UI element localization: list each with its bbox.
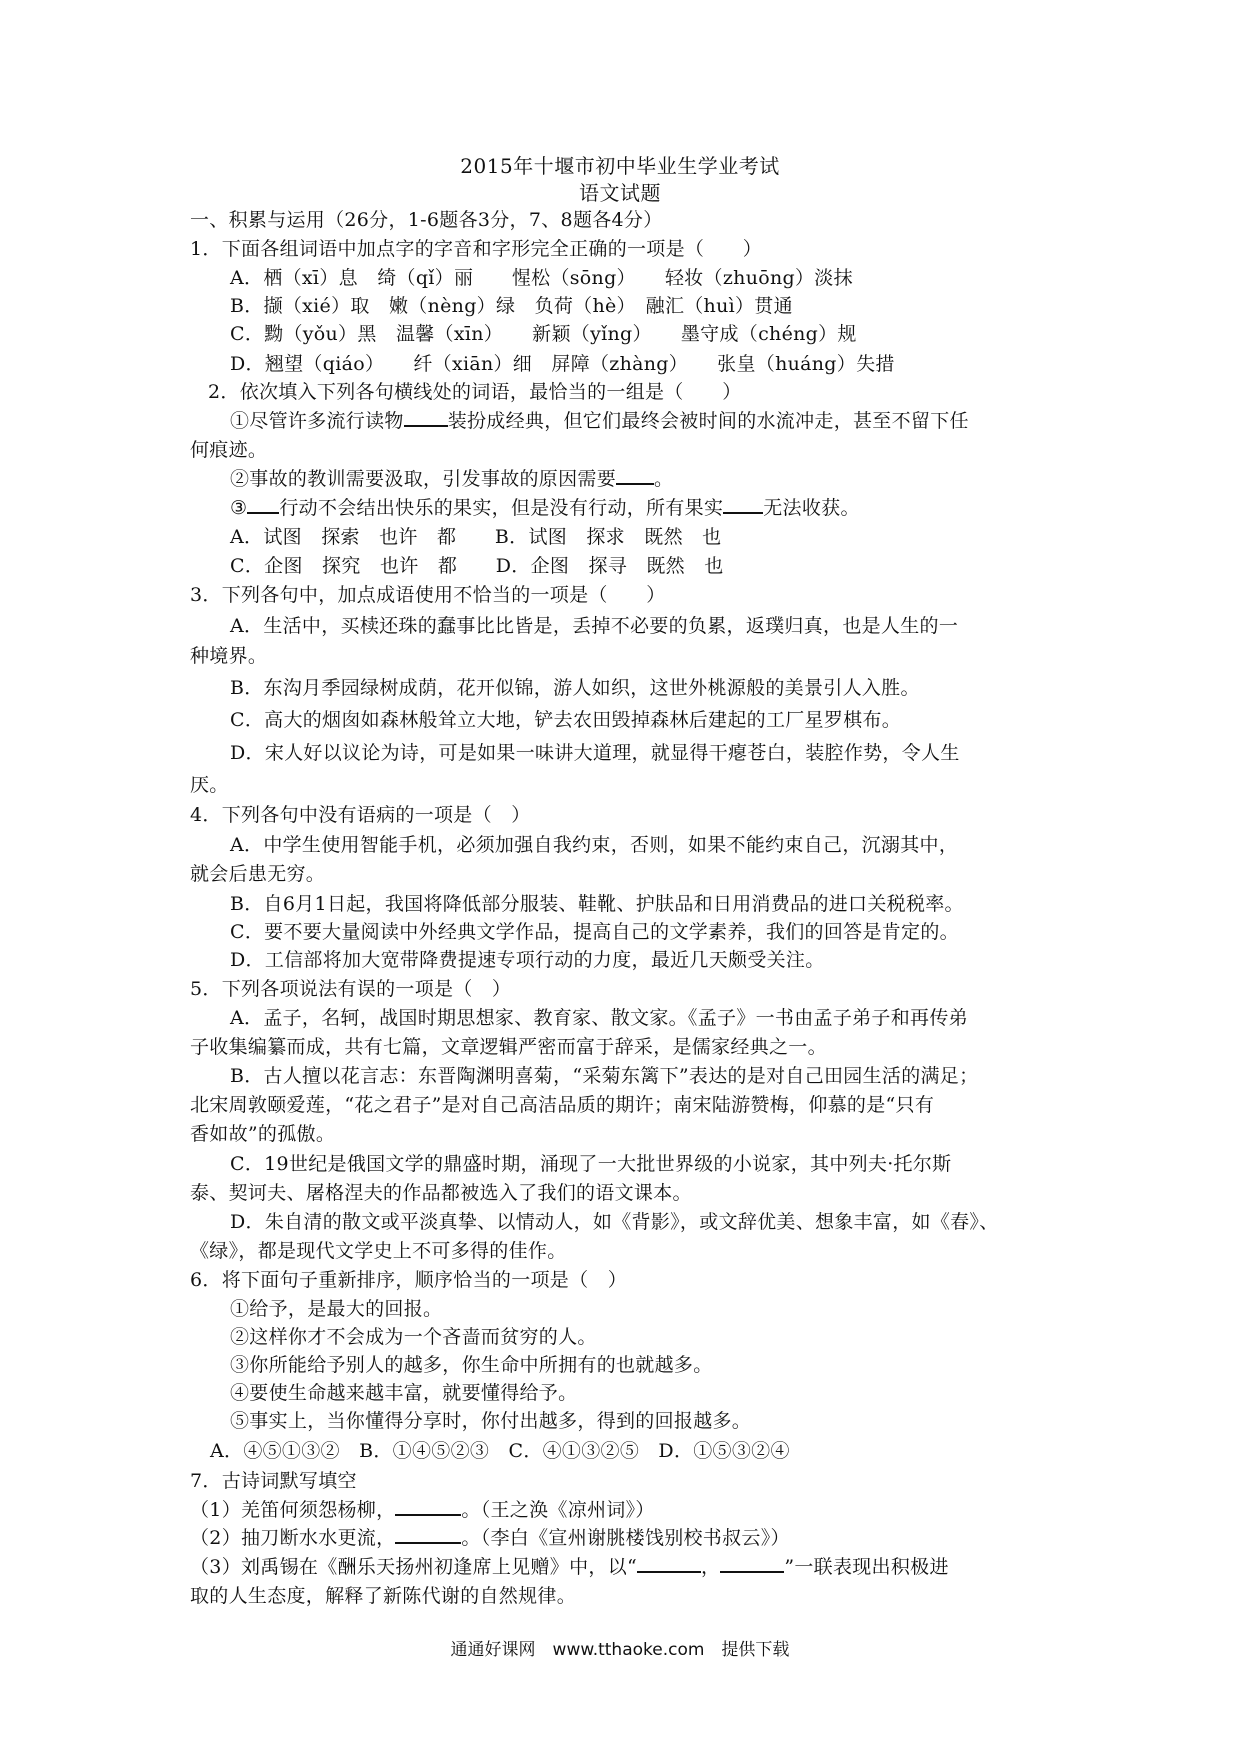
- q4-option-a-cont: 就会后患无穷。: [190, 863, 326, 885]
- q7-l2-text-a: （2）抽刀断水水更流，: [190, 1527, 396, 1549]
- fill-blank: [247, 494, 279, 514]
- page-footer: 通通好课网 www.tthaoke.com 提供下载: [450, 1640, 790, 1660]
- q6-sentence-4: ④要使生命越来越丰富，就要懂得给予。: [230, 1382, 578, 1404]
- q3-stem: 3．下列各句中，加点成语使用不恰当的一项是（ ）: [190, 584, 666, 606]
- q2-s3-text-a: ③: [230, 497, 248, 519]
- q6-sentence-5: ⑤事实上，当你懂得分享时，你付出越多，得到的回报越多。: [230, 1410, 752, 1432]
- q1-option-c: C．黝（yǒu）黑 温馨（xīn） 新颖（yǐng） 墨守成（chéng）规: [230, 323, 857, 345]
- q1-stem: 1．下面各组词语中加点字的字音和字形完全正确的一项是（ ）: [190, 238, 763, 260]
- q5-stem: 5．下列各项说法有误的一项是（ ）: [190, 978, 512, 1000]
- q2-options-cd: C．企图 探究 也许 都 D．企图 探寻 既然 也: [230, 555, 724, 577]
- fill-blank: [616, 465, 654, 485]
- q2-s1-text-b: 装扮成经典，但它们最终会被时间的水流冲走，甚至不留下任: [447, 410, 969, 432]
- q3-option-c: C．高大的烟囱如森林般耸立大地，铲去农田毁掉森林后建起的工厂星罗棋布。: [230, 709, 902, 731]
- q7-l3-text-b: ，: [701, 1556, 721, 1578]
- q2-s1-text-a: ①尽管许多流行读物: [230, 410, 404, 432]
- q2-stem: 2．依次填入下列各句横线处的词语，最恰当的一组是（ ）: [208, 381, 742, 403]
- q6-sentence-1: ①给予，是最大的回报。: [230, 1298, 443, 1320]
- q3-option-d-cont: 厌。: [190, 774, 229, 796]
- fill-blank: [637, 1553, 701, 1573]
- q5-option-d-cont: 《绿》，都是现代文学史上不可多得的佳作。: [190, 1240, 567, 1262]
- q1-option-d: D．翘望（qiáo） 纤（xiān）细 屏障（zhàng） 张皇（huáng）失措: [230, 353, 895, 375]
- q2-s3-text-c: 无法收获。: [763, 497, 860, 519]
- fill-blank: [395, 1496, 461, 1516]
- q2-s3-text-b: 行动不会结出快乐的果实，但是没有行动，所有果实: [279, 497, 724, 519]
- q1-option-a: A．栖（xī）息 绮（qǐ）丽 惺松（sōng） 轻妆（zhuōng）淡抹: [230, 267, 853, 289]
- q3-option-a-cont: 种境界。: [190, 645, 268, 667]
- q6-sentence-2: ②这样你才不会成为一个吝啬而贫穷的人。: [230, 1326, 597, 1348]
- fill-blank: [404, 407, 448, 427]
- q2-sentence-3: [230, 494, 860, 522]
- q1-option-b: B．撷（xié）取 嫩（nèng）绿 负荷（hè） 融汇（huì）贯通: [230, 295, 793, 317]
- q2-options-ab: A．试图 探索 也许 都 B．试图 探求 既然 也: [230, 526, 722, 548]
- q5-option-a-cont: 子收集编纂而成，共有七篇，文章逻辑严密而富于辞采，是儒家经典之一。: [190, 1036, 827, 1058]
- q5-option-c: C．19世纪是俄国文学的鼎盛时期，涌现了一大批世界级的小说家，其中列夫·托尔斯: [230, 1153, 952, 1175]
- q7-l3-text-c: ”一联表现出积极进: [784, 1556, 949, 1578]
- q4-stem: 4．下列各句中没有语病的一项是（ ）: [190, 804, 531, 826]
- q7-line-3: [190, 1553, 949, 1581]
- q2-s2-text-a: ②事故的教训需要汲取，引发事故的原因需要: [230, 468, 617, 490]
- q5-option-a: A．孟子，名轲，战国时期思想家、教育家、散文家。《孟子》一书由孟子弟子和再传弟: [230, 1007, 968, 1029]
- q7-line-1: [190, 1496, 655, 1524]
- q2-sentence-1: [230, 407, 969, 435]
- section-heading: 一、积累与运用（26分，1-6题各3分，7、8题各4分）: [190, 209, 663, 231]
- q5-option-b-cont-1: 北宋周敦颐爱莲，“花之君子”是对自己高洁品质的期许；南宋陆游赞梅，仰慕的是“只有: [190, 1094, 935, 1116]
- exam-title: 2015年十堰市初中毕业生学业考试: [460, 154, 780, 178]
- q6-options: A．④⑤①③② B．①④⑤②③ C．④①③②⑤ D．①⑤③②④: [210, 1440, 790, 1462]
- q7-l1-text-a: （1）羌笛何须怨杨柳，: [190, 1499, 396, 1521]
- q4-option-c: C．要不要大量阅读中外经典文学作品，提高自己的文学素养，我们的回答是肯定的。: [230, 921, 959, 943]
- q7-l2-text-b: 。（李白《宣州谢朓楼饯别校书叔云》）: [461, 1527, 790, 1549]
- q7-line-3-cont: 取的人生态度，解释了新陈代谢的自然规律。: [190, 1585, 577, 1607]
- q3-option-a: A．生活中，买椟还珠的蠢事比比皆是，丢掉不必要的负累，返璞归真，也是人生的一: [230, 615, 959, 637]
- q5-option-c-cont: 泰、契诃夫、屠格涅夫的作品都被选入了我们的语文课本。: [190, 1182, 692, 1204]
- q7-stem: 7．古诗词默写填空: [190, 1470, 357, 1492]
- q3-option-b: B．东沟月季园绿树成荫，花开似锦，游人如织，这世外桃源般的美景引人入胜。: [230, 677, 920, 699]
- q5-option-d: D．朱自清的散文或平淡真挚、以情动人，如《背影》，或文辞优美、想象丰富，如《春》、: [230, 1211, 999, 1233]
- q2-sentence-2: [230, 465, 673, 493]
- q6-stem: 6．将下面句子重新排序，顺序恰当的一项是（ ）: [190, 1269, 627, 1291]
- q6-sentence-3: ③你所能给予别人的越多，你生命中所拥有的也就越多。: [230, 1354, 713, 1376]
- fill-blank: [720, 1553, 784, 1573]
- q4-option-a: A．中学生使用智能手机，必须加强自我约束，否则，如果不能约束自己，沉溺其中，: [230, 834, 959, 856]
- q7-line-2: [190, 1524, 790, 1552]
- q4-option-d: D．工信部将加大宽带降费提速专项行动的力度，最近几天颇受关注。: [230, 949, 825, 971]
- fill-blank: [395, 1524, 461, 1544]
- q7-l3-text-a: （3）刘禹锡在《酬乐天扬州初逢席上见赠》中，以“: [190, 1556, 638, 1578]
- q5-option-b-cont-2: 香如故”的孤傲。: [190, 1123, 336, 1145]
- q2-s2-text-b: 。: [654, 468, 674, 490]
- exam-subtitle: 语文试题: [579, 181, 661, 205]
- q5-option-b: B．古人擅以花言志：东晋陶渊明喜菊，“采菊东篱下”表达的是对自己田园生活的满足；: [230, 1065, 979, 1087]
- q7-l1-text-b: 。（王之涣《凉州词》）: [461, 1499, 655, 1521]
- fill-blank: [723, 494, 763, 514]
- q2-sentence-1-cont: 何痕迹。: [190, 439, 268, 461]
- q4-option-b: B．自6月1日起，我国将降低部分服装、鞋靴、护肤品和日用消费品的进口关税税率。: [230, 893, 964, 915]
- q3-option-d: D．宋人好以议论为诗，可是如果一味讲大道理，就显得干瘪苍白，装腔作势，令人生: [230, 742, 960, 764]
